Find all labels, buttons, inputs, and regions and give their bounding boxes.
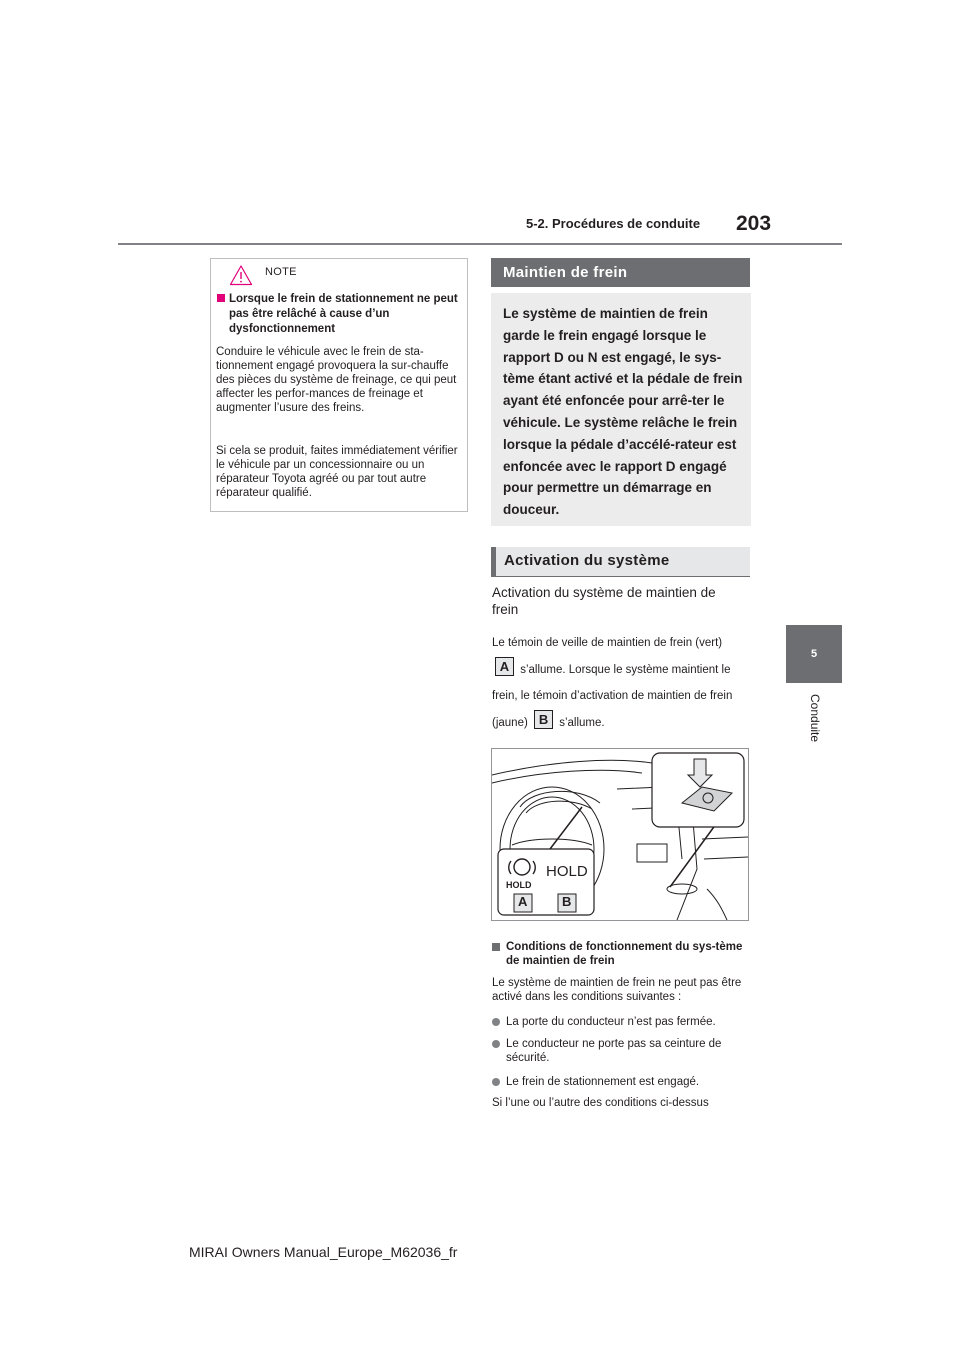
list-item	[492, 1015, 750, 1029]
maintien-intro: Le système de maintien de frein garde le frein engagé lorsque le rapport D ou N est engagé, le sys-tème étant activé et la pédale de frein ayant été enfoncée pour arrê-ter le véhicule. Le système relâche le frein lorsque la pédale d’accélé-rateur est enfoncée avec le rapport D engagé pour permettre un démarrage en douceur.	[491, 293, 751, 526]
list-item-text: Le conducteur ne porte pas sa ceinture de sécurité.	[506, 1038, 722, 1064]
illustration-label-b: B	[562, 894, 572, 909]
label-b-badge: B	[534, 710, 553, 729]
bullet-dot-icon	[492, 1078, 500, 1086]
conditions-heading-text: Conditions de fonctionnement du sys-tème de maintien de frein	[506, 941, 743, 967]
section-heading-maintien: Maintien de frein	[491, 258, 750, 287]
footer-text: MIRAI Owners Manual_Europe_M62036_fr	[189, 1244, 458, 1260]
square-bullet-icon	[217, 294, 225, 302]
activation-desc-part-1: Le témoin de veille de maintien de frein (vert)	[492, 637, 723, 649]
note-heading-text: Lorsque le frein de stationnement ne peut pas être relâché à cause d’un dysfonctionnement	[229, 293, 458, 335]
header-divider	[118, 243, 842, 245]
list-item	[492, 1037, 750, 1065]
activation-description	[492, 630, 744, 736]
page-number: 203	[736, 212, 772, 235]
chapter-label: Conduite	[808, 694, 822, 743]
note-paragraph-2: Si cela se produit, faites immédiatement vérifier le véhicule par un concessionnaire ou un réparateur Toyota agréé ou par tout autre réparateur qualifié.	[216, 445, 458, 499]
list-item	[492, 1075, 750, 1089]
note-box	[210, 258, 468, 512]
activation-lead: Activation du système de maintien de frein	[492, 585, 716, 617]
dashboard-drawing	[492, 749, 748, 920]
note-header	[211, 259, 467, 289]
conditions-intro: Le système de maintien de frein ne peut pas être activé dans les conditions suivantes :	[492, 977, 742, 1003]
square-bullet-icon	[492, 943, 500, 951]
hold-indicator-text: HOLD	[546, 863, 588, 880]
conditions-outro: Si l’une ou l’autre des conditions ci-dessus	[492, 1097, 709, 1109]
list-item-text: La porte du conducteur n’est pas fermée.	[506, 1016, 716, 1028]
bullet-dot-icon	[492, 1040, 500, 1048]
header-section-title: 5-2. Procédures de conduite	[526, 216, 701, 231]
bullet-dot-icon	[492, 1018, 500, 1026]
chapter-tab[interactable]	[786, 625, 842, 683]
note-heading	[215, 292, 460, 337]
activation-desc-part-2: s’allume. Lorsque le système maintient le frein, le témoin d’activation de maintien de frein (jaune)	[492, 663, 733, 729]
hold-icon-label: HOLD	[506, 880, 532, 890]
section-heading-activation: Activation du système	[491, 547, 750, 577]
dashboard-illustration	[491, 748, 749, 921]
note-title: NOTE	[265, 266, 297, 278]
label-a-badge: A	[495, 657, 514, 676]
conditions-heading	[492, 940, 750, 968]
illustration-label-a: A	[518, 894, 528, 909]
note-paragraph-1: Conduire le véhicule avec le frein de sta-tionnement engagé provoquera la sur-chauffe des pièces du système de freinage, ce qui peut affecter les perfor-mances de freinage et augmenter l’usure des freins.	[216, 346, 457, 414]
caution-triangle-icon	[229, 264, 253, 286]
chapter-number: 5	[810, 648, 818, 660]
list-item-text: Le frein de stationnement est engagé.	[506, 1076, 700, 1088]
activation-desc-part-3: s’allume.	[559, 716, 605, 729]
